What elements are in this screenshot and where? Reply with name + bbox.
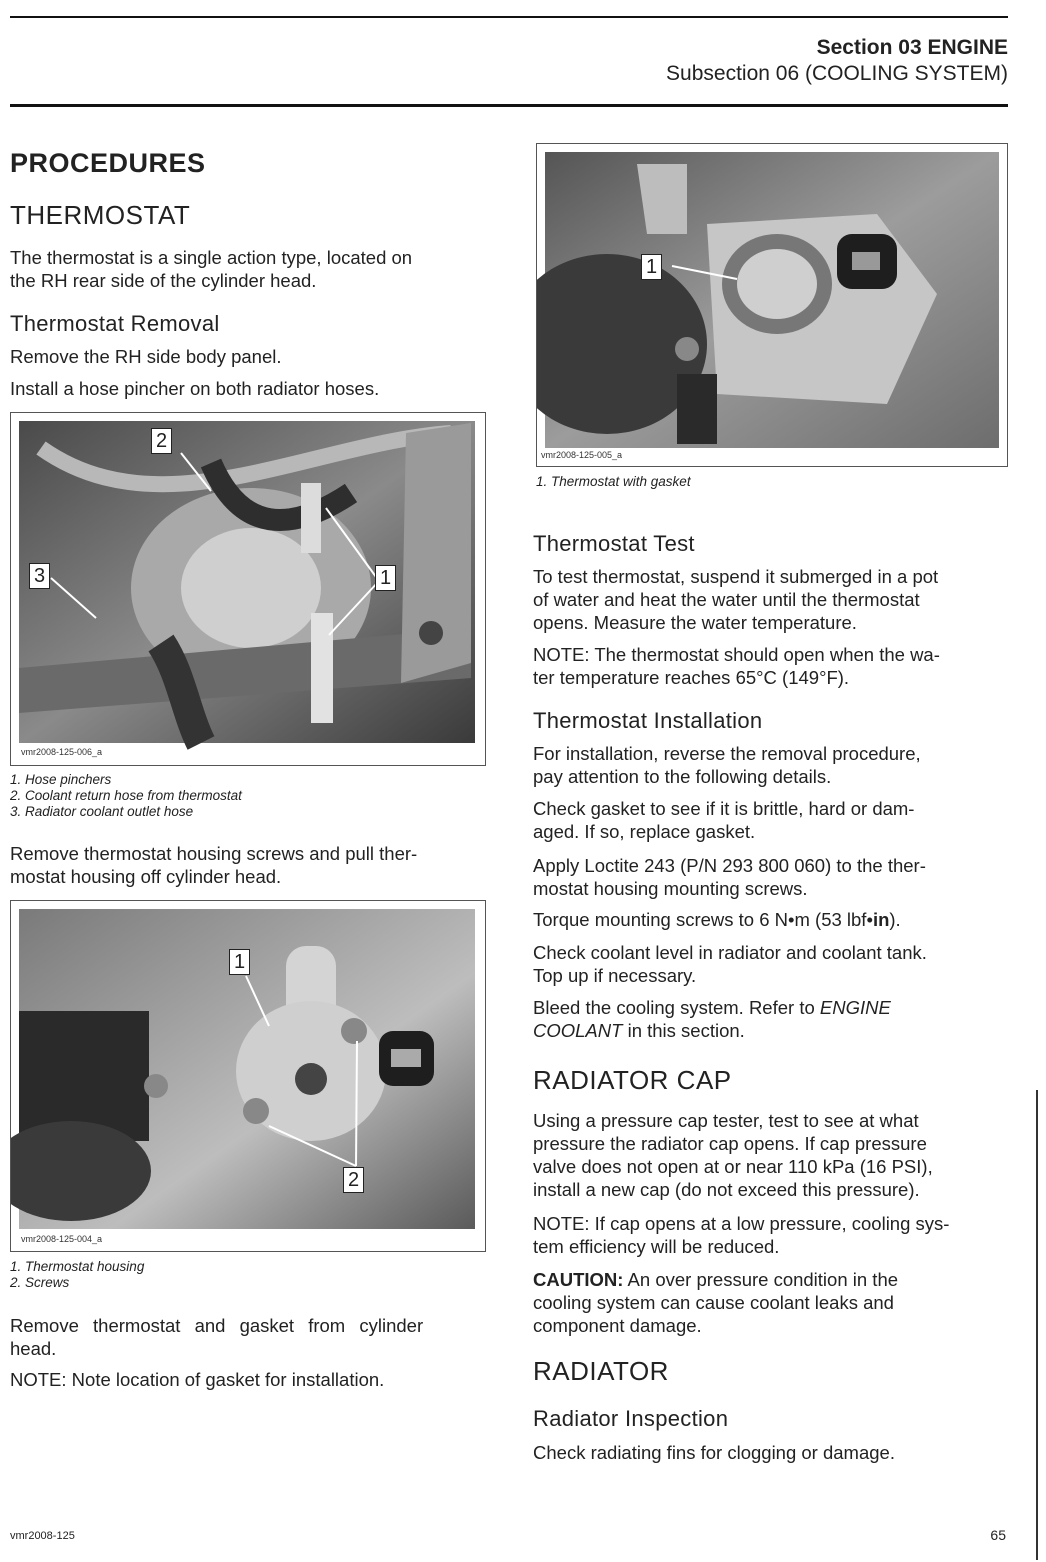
install-line-2: pay attention to the following details.	[533, 766, 832, 787]
figure1-callout-3: 3	[29, 563, 50, 589]
radiator-cap-heading: RADIATOR CAP	[533, 1065, 732, 1095]
test-line-2: of water and heat the water until the thermostat	[533, 589, 920, 610]
cap-line-1: Using a pressure cap tester, test to see at what	[533, 1110, 919, 1131]
footer-doc-id: vmr2008-125	[10, 1530, 75, 1542]
note-gasket-location: NOTE: Note location of gasket for installation.	[10, 1369, 385, 1390]
cap-note-1: NOTE: If cap opens at a low pressure, cooling sys-	[533, 1213, 950, 1234]
figure-thermostat-gasket	[536, 143, 1008, 467]
gasket-line-2: aged. If so, replace gasket.	[533, 821, 756, 842]
engine-coolant-reference-cont[interactable]: COOLANT	[533, 1020, 623, 1041]
level-line-1: Check coolant level in radiator and coolant tank.	[533, 942, 927, 963]
figure2-legend-1: 1. Thermostat housing	[10, 1259, 145, 1274]
figure3-callout-1: 1	[641, 254, 662, 280]
torque-unit-bold: in	[872, 909, 890, 930]
cap-note-2: tem efficiency will be reduced.	[533, 1236, 780, 1257]
figure2-id: vmr2008-125-004_a	[21, 1234, 103, 1244]
cap-line-3: valve does not open at or near 110 kPa (16 PSI),	[533, 1156, 933, 1177]
cap-line-4: install a new cap (do not exceed this pressure).	[533, 1179, 920, 1200]
caution-label: CAUTION:	[533, 1269, 624, 1290]
torque-end: ).	[889, 909, 901, 930]
figure-hose-pinchers-photo	[11, 413, 485, 765]
section-title: Section 03 ENGINE	[816, 36, 1008, 59]
cap-line-2: pressure the radiator cap opens. If cap pressure	[533, 1133, 927, 1154]
engine-coolant-reference[interactable]: ENGINE	[819, 997, 891, 1018]
test-line-1: To test thermostat, suspend it submerged in a pot	[533, 566, 939, 587]
figure2-callout-1: 1	[229, 949, 250, 975]
removal-step-1: Remove the RH side body panel.	[10, 346, 282, 367]
caution-text: An over pressure condition in the	[623, 1269, 899, 1290]
figure1-callout-1: 1	[375, 565, 396, 591]
figure3-legend-1: 1. Thermostat with gasket	[536, 474, 691, 489]
header-rule	[10, 104, 1008, 107]
removal-step-2: Install a hose pincher on both radiator hoses.	[10, 378, 380, 399]
page-number: 65	[990, 1527, 1006, 1543]
radiator-inspection-heading: Radiator Inspection	[533, 1406, 729, 1431]
thermostat-heading: THERMOSTAT	[10, 200, 191, 230]
torque-line	[533, 908, 901, 931]
top-rule	[10, 16, 1008, 18]
bleed-line-2	[533, 1019, 745, 1042]
test-note-1: NOTE: The thermostat should open when the wa-	[533, 644, 940, 665]
gasket-line-1: Check gasket to see if it is brittle, hard or dam-	[533, 798, 915, 819]
figure1-legend-1: 1. Hose pinchers	[10, 772, 112, 787]
installation-heading: Thermostat Installation	[533, 708, 763, 733]
figure2-legend-2: 2. Screws	[10, 1275, 70, 1290]
bleed-end: in this section.	[622, 1020, 745, 1041]
test-heading: Thermostat Test	[533, 531, 695, 556]
housing-line-1: Remove thermostat housing screws and pull ther-	[10, 843, 418, 864]
remove-line-1: Remove thermostat and gasket from cylinder	[10, 1315, 424, 1336]
figure-thermostat-housing	[10, 900, 486, 1252]
margin-rule	[1036, 1090, 1038, 1560]
torque-text: Torque mounting screws to 6 N•m (53 lbf•	[533, 909, 873, 930]
figure3-id: vmr2008-125-005_a	[541, 450, 623, 460]
figure2-callout-2: 2	[343, 1167, 364, 1193]
intro-line-2: the RH rear side of the cylinder head.	[10, 270, 317, 291]
intro-line-1: The thermostat is a single action type, located on	[10, 247, 413, 268]
procedures-heading: PROCEDURES	[10, 148, 206, 178]
inspection-line-1: Check radiating fins for clogging or damage.	[533, 1442, 895, 1463]
remove-line-2: head.	[10, 1338, 57, 1359]
housing-line-2: mostat housing off cylinder head.	[10, 866, 282, 887]
removal-heading: Thermostat Removal	[10, 311, 220, 336]
caution-line-1	[533, 1268, 898, 1291]
bleed-text: Bleed the cooling system. Refer to	[533, 997, 820, 1018]
install-line-1: For installation, reverse the removal procedure,	[533, 743, 921, 764]
subsection-title: Subsection 06 (COOLING SYSTEM)	[666, 62, 1008, 85]
caution-line-2: cooling system can cause coolant leaks and	[533, 1292, 894, 1313]
figure-hose-pinchers	[10, 412, 486, 766]
figure1-legend-2: 2. Coolant return hose from thermostat	[10, 788, 242, 803]
test-line-3: opens. Measure the water temperature.	[533, 612, 857, 633]
figure1-legend-3: 3. Radiator coolant outlet hose	[10, 804, 194, 819]
figure1-callout-2: 2	[151, 428, 172, 454]
radiator-heading: RADIATOR	[533, 1356, 669, 1386]
test-note-2: ter temperature reaches 65°C (149°F).	[533, 667, 850, 688]
loctite-line-2: mostat housing mounting screws.	[533, 878, 808, 899]
caution-line-3: component damage.	[533, 1315, 702, 1336]
figure-thermostat-gasket-photo	[537, 144, 1007, 466]
bleed-line-1	[533, 996, 891, 1019]
loctite-line-1: Apply Loctite 243 (P/N 293 800 060) to the ther-	[533, 855, 926, 876]
figure1-id: vmr2008-125-006_a	[21, 747, 103, 757]
level-line-2: Top up if necessary.	[533, 965, 697, 986]
